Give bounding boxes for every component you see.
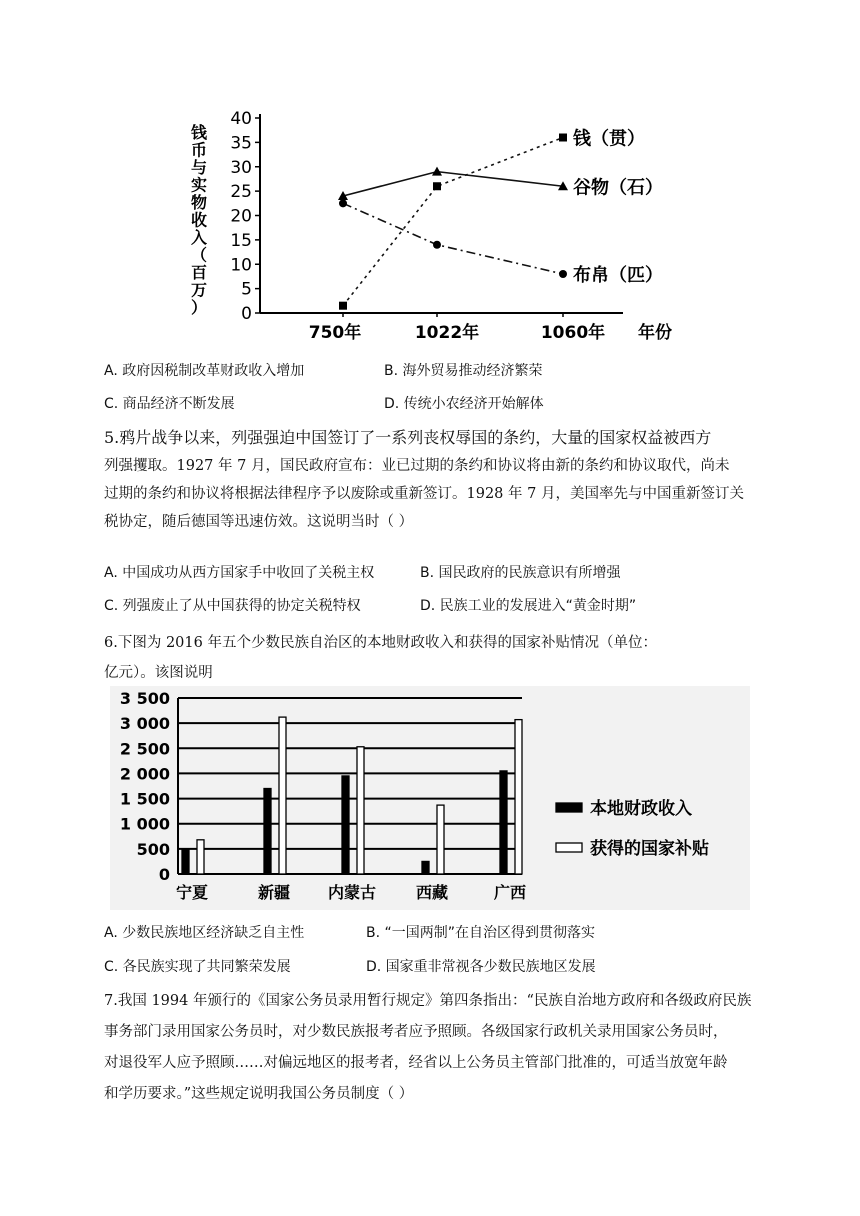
bar xyxy=(182,849,189,874)
q6-option-b: B. “一国两制”在自治区得到贯彻落实 xyxy=(366,925,596,941)
bar xyxy=(437,805,444,874)
series-label: 谷物（石） xyxy=(573,177,663,199)
x-tick-label: 750年 xyxy=(308,323,362,343)
question-5-text xyxy=(104,424,764,536)
x-tick-label: 1060年 xyxy=(540,323,606,343)
q4-option-b: B. 海外贸易推动经济繁荣 xyxy=(384,363,543,379)
q6-option-c: C. 各民族实现了共同繁荣发展 xyxy=(104,959,291,975)
y-tick-label: 30 xyxy=(230,157,252,178)
q4-option-c: C. 商品经济不断发展 xyxy=(104,396,235,412)
q4-options-row-1 xyxy=(104,360,543,380)
y-tick-label: 15 xyxy=(230,230,252,251)
bar xyxy=(342,776,349,874)
q5-option-b: B. 国民政府的民族意识有所增强 xyxy=(420,565,621,581)
q5-line: 过期的条约和协议将根据法律程序予以废除或重新签订。1928 年 7 月，美国率先与中国重新签订关 xyxy=(104,486,744,502)
bar xyxy=(279,717,286,874)
data-point xyxy=(432,167,442,176)
x-tick-label: 宁夏 xyxy=(175,883,209,902)
q6-option-a: A. 少数民族地区经济缺乏自主性 xyxy=(104,925,305,941)
data-point xyxy=(339,199,347,207)
question-6-text xyxy=(104,628,764,688)
series-label: 布帛（匹） xyxy=(573,265,663,286)
y-tick-label: 10 xyxy=(230,255,252,276)
q6-option-d: D. 国家重非常视各少数民族地区发展 xyxy=(366,959,596,975)
y-tick-label: 0 xyxy=(158,865,170,884)
q5-option-d: D. 民族工业的发展进入“黄金时期” xyxy=(420,598,637,614)
bar xyxy=(357,747,364,874)
y-axis-label-char: 入 xyxy=(190,228,208,247)
y-tick-label: 5 xyxy=(241,279,252,300)
q4-option-d: D. 传统小农经济开始解体 xyxy=(384,396,544,412)
bar xyxy=(197,840,204,874)
bar xyxy=(515,720,522,874)
y-tick-label: 1 000 xyxy=(119,814,170,834)
x-tick-label: 西藏 xyxy=(415,883,449,902)
y-axis-label-char: 物 xyxy=(190,193,208,212)
q7-line: 和学历要求。”这些规定说明我国公务员制度（ ） xyxy=(104,1086,414,1102)
y-axis-label-char: 币 xyxy=(190,140,208,160)
data-point xyxy=(339,302,347,310)
y-tick-label: 3 500 xyxy=(119,689,170,708)
y-axis-label-char: 万 xyxy=(190,280,208,300)
q5-line: 税协定，随后德国等迅速仿效。这说明当时（ ） xyxy=(104,514,414,530)
q5-line: 列强攫取。1927 年 7 月，国民政府宣布：业已过期的条约和协议将由新的条约和协议取代，尚未 xyxy=(104,458,730,474)
q7-line: 事务部门录用国家公务员时，对少数民族报考者应予照顾。各级国家行政机关录用国家公务员时， xyxy=(104,1024,728,1040)
y-axis-label-char: 百 xyxy=(190,263,208,282)
q6-line: 亿元）。该图说明 xyxy=(104,665,213,681)
y-tick-label: 1 500 xyxy=(119,789,170,809)
y-axis-label-char: 实 xyxy=(190,175,208,195)
fiscal-bar-chart xyxy=(110,686,750,910)
q5-option-c: C. 列强废止了从中国获得的协定关税特权 xyxy=(104,598,361,614)
y-axis-label-char: ） xyxy=(190,298,208,317)
x-tick-label: 广西 xyxy=(493,883,527,902)
q7-line: 对退役军人应予照顾……对偏远地区的报考者，经省以上公务员主管部门批准的，可适当放宽年龄 xyxy=(104,1055,728,1071)
q6-options-row-2 xyxy=(104,956,596,976)
legend-label: 获得的国家补贴 xyxy=(590,839,709,859)
y-tick-label: 20 xyxy=(230,206,252,227)
y-tick-label: 3 000 xyxy=(119,714,170,734)
bar xyxy=(422,861,429,874)
data-point xyxy=(559,134,567,142)
y-tick-label: 35 xyxy=(230,133,252,154)
data-point xyxy=(559,270,567,278)
income-line-chart xyxy=(175,100,695,350)
q6-options-row-1 xyxy=(104,922,595,942)
series-line xyxy=(343,203,563,274)
x-tick-label: 1022年 xyxy=(414,323,480,343)
bar xyxy=(500,771,507,874)
series-line xyxy=(343,138,563,306)
q5-options-row-2 xyxy=(104,595,636,615)
data-point xyxy=(433,182,441,190)
data-point xyxy=(433,241,441,249)
legend-swatch xyxy=(556,843,582,852)
y-tick-label: 40 xyxy=(230,109,252,129)
legend-label: 本地财政收入 xyxy=(590,799,692,819)
y-axis-label-char: （ xyxy=(190,245,208,265)
y-tick-label: 2 000 xyxy=(119,764,170,784)
series-line xyxy=(343,172,563,196)
y-tick-label: 0 xyxy=(241,304,252,324)
y-axis-label-char: 收 xyxy=(190,210,208,230)
q6-line: 6.下图为 2016 年五个少数民族自治区的本地财政收入和获得的国家补贴情况（单位： xyxy=(104,635,657,651)
q4-options-row-2 xyxy=(104,393,544,413)
y-tick-label: 25 xyxy=(230,182,252,203)
y-tick-label: 2 500 xyxy=(119,739,170,759)
y-axis-label-char: 与 xyxy=(190,158,208,177)
legend-swatch xyxy=(556,803,582,812)
q4-option-a: A. 政府因税制改革财政收入增加 xyxy=(104,363,305,379)
series-label: 钱（贯） xyxy=(573,128,645,150)
q5-option-a: A. 中国成功从西方国家手中收回了关税主权 xyxy=(104,565,375,581)
x-tick-label: 内蒙古 xyxy=(327,883,377,902)
y-tick-label: 500 xyxy=(136,839,170,859)
question-7-text xyxy=(104,986,764,1110)
bar xyxy=(264,789,271,874)
q5-line: 5.鸦片战争以来，列强强迫中国签订了一系列丧权辱国的条约，大量的国家权益被西方 xyxy=(104,428,712,447)
x-axis-label: 年份 xyxy=(638,323,672,343)
q7-line: 7.我国 1994 年颁行的《国家公务员录用暂行规定》第四条指出：“民族自治地方政府和各级政府民族 xyxy=(104,993,752,1009)
x-tick-label: 新疆 xyxy=(257,883,291,902)
y-axis-label-char: 钱 xyxy=(190,123,208,142)
q5-options-row-1 xyxy=(104,562,621,582)
